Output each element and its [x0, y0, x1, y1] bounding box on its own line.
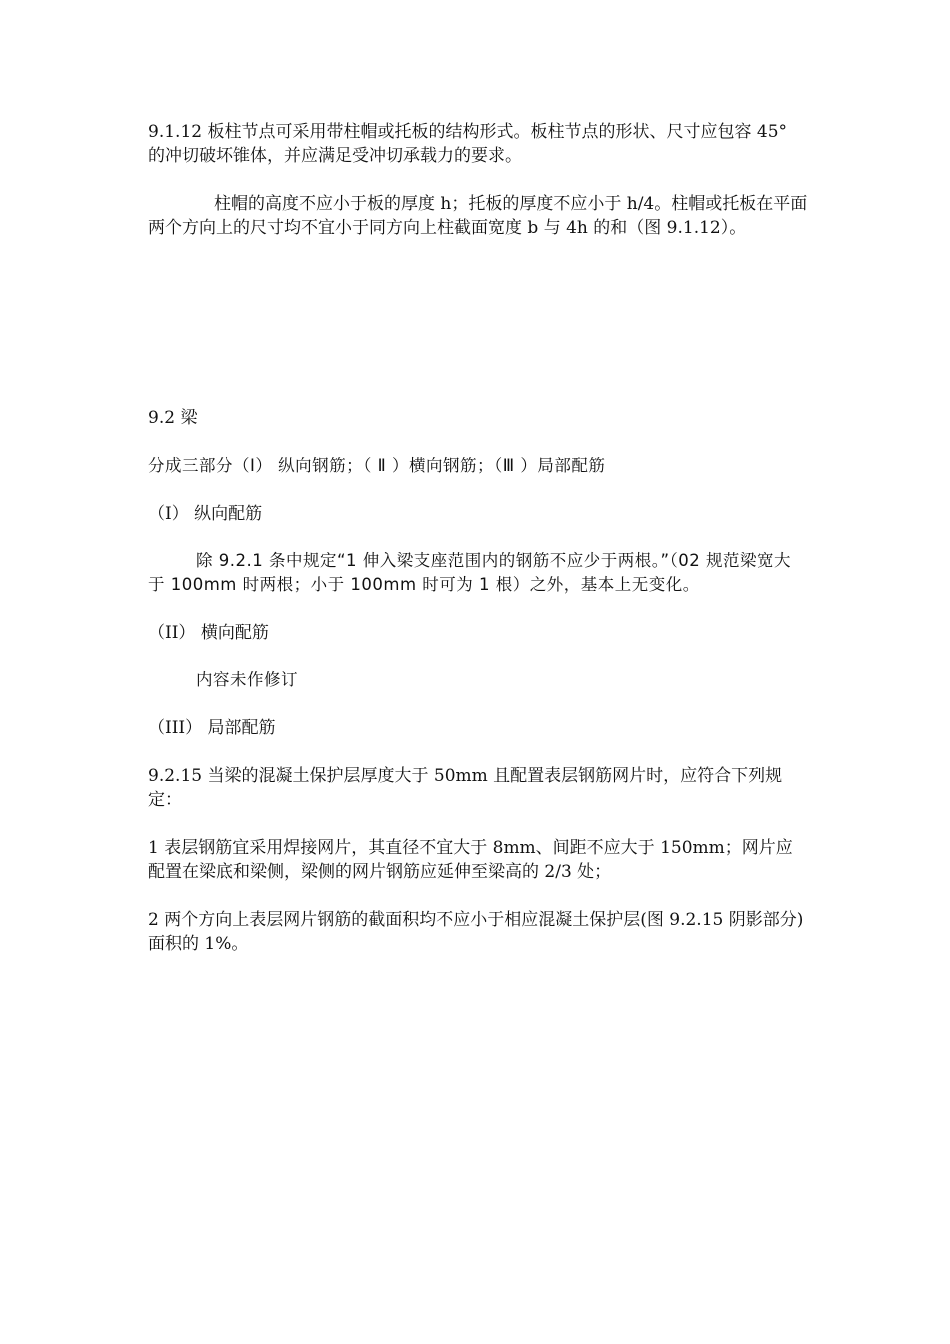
heading-longitudinal-reinforcement: （I） 纵向配筋 [148, 504, 263, 524]
parts-intro: 分成三部分（Ⅰ） 纵向钢筋；（ Ⅱ ）横向钢筋；（Ⅲ ）局部配筋 [148, 456, 606, 475]
section-heading-9-2: 9.2 梁 [148, 408, 198, 428]
heading-local-reinforcement: （III） 局部配筋 [148, 718, 276, 738]
paragraph-column-capital: 柱帽的高度不应小于板的厚度 h；托板的厚度不应小于 h/4。柱帽或托板在平面两个方向上的尺寸均不宜小于同方向上柱截面宽度 b 与 4h 的和（图 9.1.12）。 [148, 194, 808, 238]
paragraph-longitudinal-body: 除 9.2.1 条中规定“1 伸入梁支座范围内的钢筋不应少于两根。”（02 规范梁宽大于 100mm 时两根；小于 100mm 时可为 1 根）之外，基本上无变化。 [148, 551, 792, 594]
list-item-1: 1 表层钢筋宜采用焊接网片，其直径不宜大于 8mm、间距不应大于 150mm；网片应配置在梁底和梁侧，梁侧的网片钢筋应延伸至梁高的 2/3 处； [148, 838, 793, 882]
paragraph-9-2-15: 9.2.15 当梁的混凝土保护层厚度大于 50mm 且配置表层钢筋网片时，应符合下列规定： [148, 766, 783, 810]
paragraph-transverse-body: 内容未作修订 [196, 670, 298, 689]
list-item-2: 2 两个方向上表层网片钢筋的截面积均不应小于相应混凝土保护层(图 9.2.15 阴影部分)面积的 1%。 [148, 910, 804, 954]
paragraph-9-1-12: 9.1.12 板柱节点可采用带柱帽或托板的结构形式。板柱节点的形状、尺寸应包容 45° 的冲切破坏锥体，并应满足受冲切承载力的要求。 [148, 122, 788, 166]
heading-transverse-reinforcement: （II） 横向配筋 [148, 623, 269, 643]
